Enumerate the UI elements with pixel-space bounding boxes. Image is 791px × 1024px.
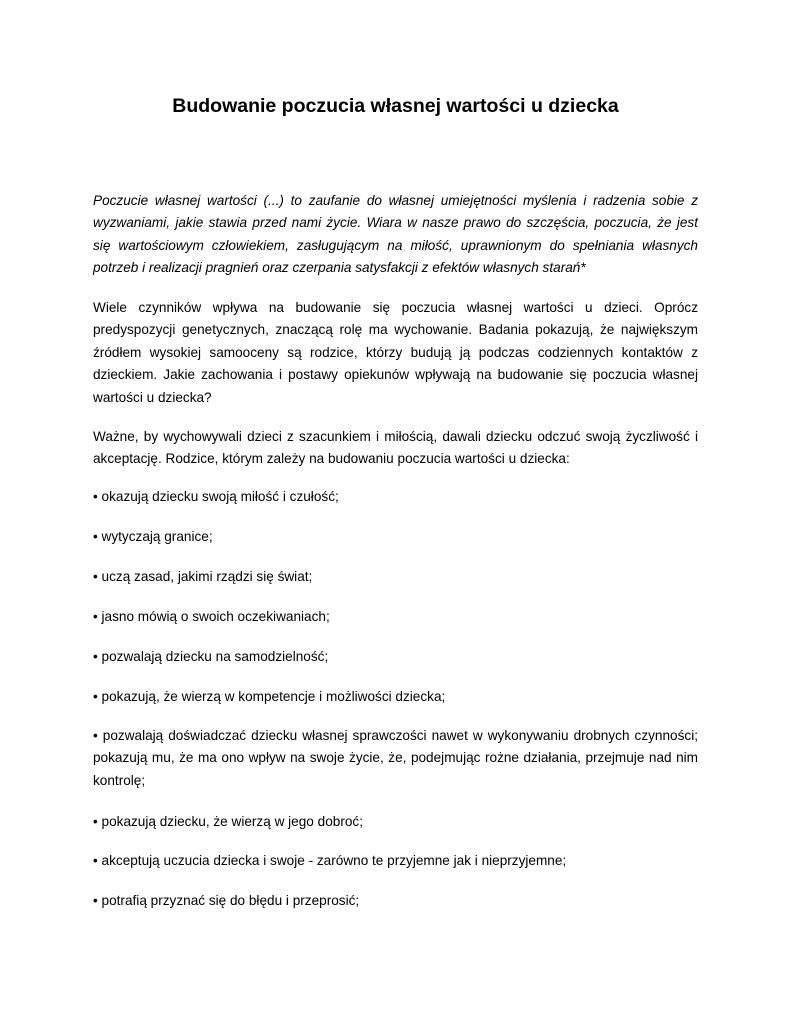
bullet-item: • uczą zasad, jakimi rządzi się świat; [93,569,313,584]
bullet-item: • jasno mówią o swoich oczekiwaniach; [93,609,330,624]
paragraph-1: Wiele czynników wpływa na budowanie się poczucia własnej wartości u dzieci. Oprócz predyspozycji genetycznych, znaczącą rolę ma wychowanie. Badania pokazują, że największym źródłem wysokiej samooceny są rodzice, którzy budują ją podczas codziennych kontaktów z dzieckiem. Jakie zachowania i postawy opiekunów wpływają na budowanie się poczucia własnej wartości u dziecka? [93,300,698,405]
intro-quote: Poczucie własnej wartości (...) to zaufanie do własnej umiejętności myślenia i radzenia sobie z wyzwaniami, jakie stawia przed nami życie. Wiara w nasze prawo do szczęścia, poczucia, że jest się wartościowym człowiekiem, zasługującym na miłość, uprawnionym do spełniania własnych potrzeb i realizacji pragnień oraz czerpania satysfakcji z efektów własnych starań* [93,193,698,276]
bullet-item: • potrafią przyznać się do błędu i przeprosić; [93,893,360,908]
bullet-item: • pokazują dziecku, że wierzą w jego dobroć; [93,814,363,829]
bullet-item: • pokazują, że wierzą w kompetencje i możliwości dziecka; [93,689,446,704]
bullet-item: • akceptują uczucia dziecka i swoje - zarówno te przyjemne jak i nieprzyjemne; [93,853,567,868]
bullet-item: • pozwalają doświadczać dziecku własnej sprawczości nawet w wykonywaniu drobnych czynności; pokazują mu, że ma ono wpływ na swoje życie, że, podejmując rożne działania, przejmuje nad nim kontrolę; [93,728,698,788]
document-title: Budowanie poczucia własnej wartości u dziecka [172,95,619,117]
bullet-item: • okazują dziecku swoją miłość i czułość; [93,489,339,504]
paragraph-2: Ważne, by wychowywali dzieci z szacunkiem i miłością, dawali dziecku odczuć swoją życzliwość i akceptację. Rodzice, którym zależy na budowaniu poczucia wartości u dziecka: [93,429,698,467]
bullet-item: • pozwalają dziecku na samodzielność; [93,649,329,664]
bullet-item: • wytyczają granice; [93,529,213,544]
